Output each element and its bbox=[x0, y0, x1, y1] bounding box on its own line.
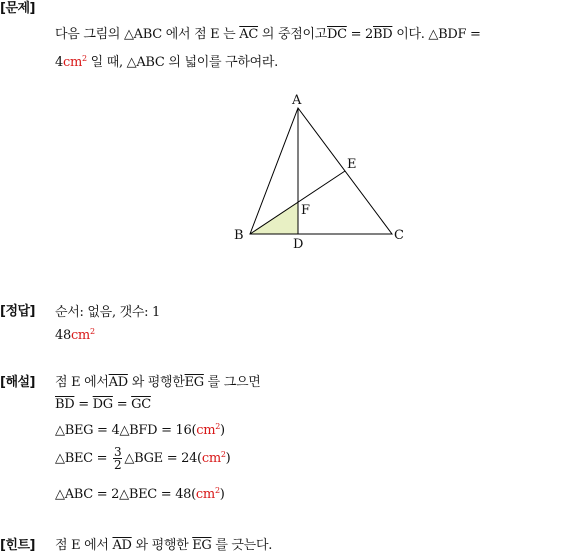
segment-dg: $\overline{DG}$ bbox=[92, 397, 113, 412]
solution-line-5: △ABC = 2△BEC = $48(cm^2)$ bbox=[55, 486, 225, 502]
label-d: D bbox=[293, 237, 304, 252]
triangle-abc bbox=[250, 108, 392, 234]
label-e: E bbox=[347, 157, 357, 172]
solution-line-2: $\overline{BD} = \overline{DG} = \overline{GC}$ bbox=[55, 397, 151, 412]
segment-ad-hint: $\overline{AD}$ bbox=[112, 538, 132, 553]
segment-gc: $\overline{GC}$ bbox=[131, 397, 151, 412]
area-unit: $cm^2$ bbox=[62, 54, 87, 70]
label-a: A bbox=[292, 93, 302, 108]
solution-label: [해설] bbox=[0, 375, 35, 390]
segment-dc: $\overline{DC}$ bbox=[326, 27, 347, 42]
problem-text-3: = 2 bbox=[346, 27, 373, 42]
segment-eg: $\overline{EG}$ bbox=[184, 375, 204, 390]
fraction-three-halves: $\frac{3}{2}$ bbox=[114, 445, 122, 472]
segment-eg-hint: $\overline{EG}$ bbox=[192, 538, 212, 553]
label-c: C bbox=[394, 228, 404, 243]
hint-line: 점 E 에서 $\overline{AD}$ 와 평행한 $\overline{EG}$ 를 긋는다. bbox=[55, 538, 273, 553]
segment-bd-2: $\overline{BD}$ bbox=[55, 397, 75, 412]
solution-line-1: 점 E 에서$\overline{AD}$ 와 평행한$\overline{EG}$ 를 그으면 bbox=[55, 375, 261, 390]
solution-line-3: △BEG = 4△BFD = $16(cm^2)$ bbox=[55, 422, 225, 438]
answer-label: [정답] bbox=[0, 304, 35, 319]
problem-text-1: 다음 그림의 △ABC 에서 점 E 는 bbox=[55, 27, 240, 42]
answer-line-1: 순서: 없음, 갯수: 1 bbox=[55, 305, 161, 320]
unit-cm2: $cm^2$ bbox=[195, 486, 220, 502]
answer-value: 48 bbox=[55, 328, 71, 343]
problem-line-1 bbox=[55, 23, 481, 42]
answer-line-2 bbox=[55, 328, 95, 343]
answer-unit: $cm^2$ bbox=[70, 327, 95, 343]
unit-cm2: $cm^2$ bbox=[201, 450, 226, 466]
problem-label: [문제] bbox=[0, 1, 35, 16]
triangle-figure bbox=[228, 86, 413, 256]
segment-ac: $\overline{AC}$ bbox=[239, 27, 259, 42]
area-value: 4 bbox=[55, 55, 63, 70]
problem-text-2: 의 중점이고 bbox=[258, 27, 327, 42]
unit-cm2: $cm^2$ bbox=[196, 422, 221, 438]
segment-bd: $\overline{BD}$ bbox=[373, 27, 393, 42]
hint-label: [힌트] bbox=[0, 538, 35, 553]
segment-ad: $\overline{AD}$ bbox=[108, 375, 128, 390]
solution-line-4: △BEC = $\frac{3}{2}$ △BGE = $24(cm^2)$ bbox=[55, 445, 231, 472]
label-b: B bbox=[234, 228, 244, 243]
label-f: F bbox=[301, 203, 311, 218]
problem-text-4: 이다. △BDF = bbox=[392, 27, 481, 42]
problem-line-2 bbox=[55, 51, 278, 70]
problem-text-5: 일 때, △ABC 의 넓이를 구하여라. bbox=[86, 55, 278, 70]
